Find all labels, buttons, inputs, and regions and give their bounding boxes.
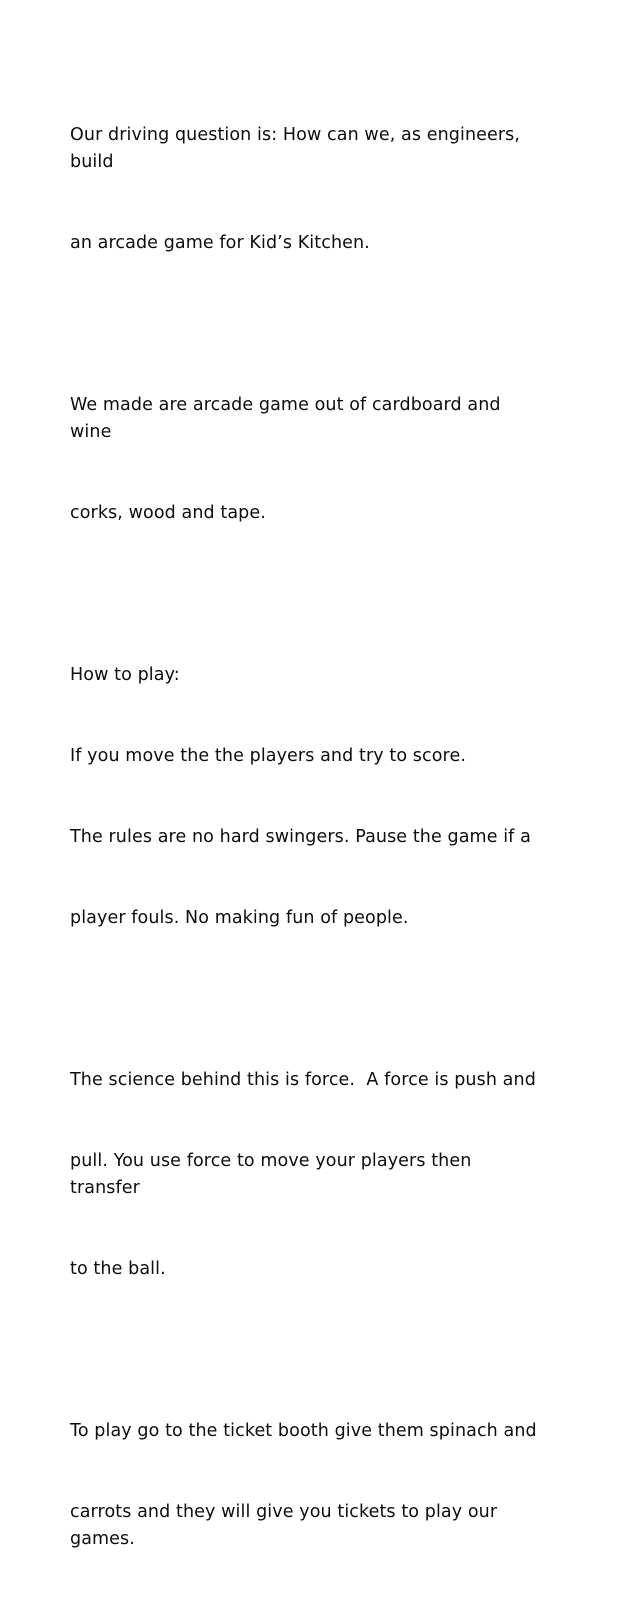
paragraph-materials: [70, 338, 545, 581]
text-line: to the ball.: [70, 1259, 166, 1279]
text-line: To play go to the ticket booth give them spinach and: [70, 1421, 537, 1441]
text-line: The rules are no hard swingers. Pause the game if a: [70, 827, 531, 847]
document-body: [70, 68, 545, 1607]
text-line: How to play:: [70, 665, 180, 685]
text-line: The science behind this is force. A force is push and: [70, 1070, 536, 1090]
paragraph-how-to-play: [70, 608, 545, 986]
text-line: an arcade game for Kid’s Kitchen.: [70, 233, 370, 253]
text-line: corks, wood and tape.: [70, 503, 266, 523]
text-line: If you move the the players and try to score.: [70, 746, 466, 766]
text-line: We made are arcade game out of cardboard and wine: [70, 395, 507, 442]
paragraph-science-behind: [70, 1013, 545, 1337]
text-line: Our driving question is: How can we, as engineers, build: [70, 125, 526, 172]
text-line: pull. You use force to move your players then transfer: [70, 1151, 478, 1198]
text-line: player fouls. No making fun of people.: [70, 908, 409, 928]
text-line: carrots and they will give you tickets to play our games.: [70, 1502, 503, 1549]
paragraph-ticket-booth: [70, 1364, 545, 1607]
paragraph-driving-question: [70, 68, 545, 311]
